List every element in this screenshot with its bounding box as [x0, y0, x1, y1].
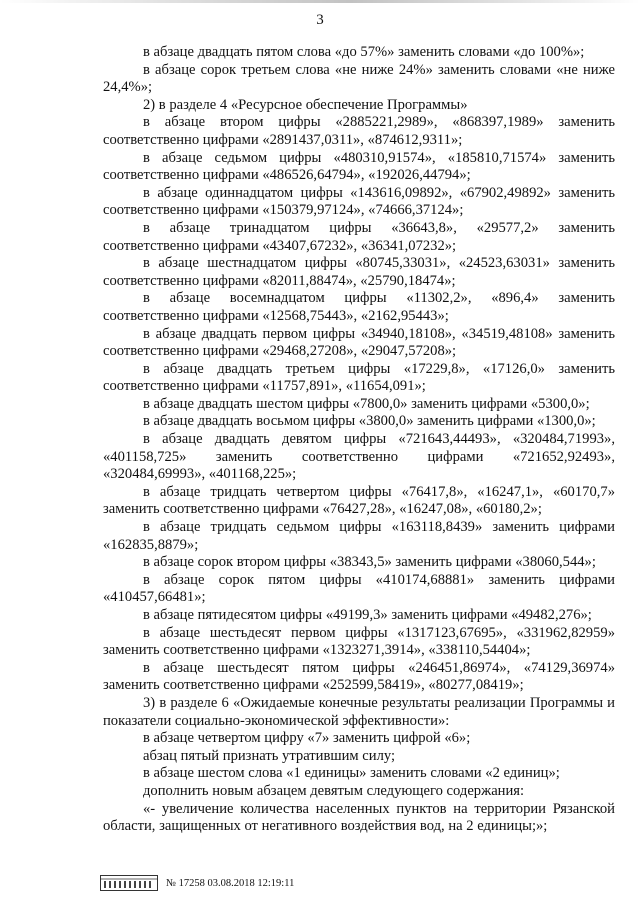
scan-top-edge: [0, 0, 640, 3]
paragraph: в абзаце шестом слова «1 единицы» заменить словами «2 единиц»;: [143, 765, 560, 782]
paragraph: в абзаце сорок третьем слова «не ниже 24%» заменить словами «не ниже 24,4%»;: [103, 61, 615, 96]
registration-footer: [100, 872, 294, 894]
paragraph: абзац пятый признать утратившим силу;: [143, 747, 396, 764]
paragraph: в абзаце тринадцатом цифры «36643,8», «29577,2» заменить соответственно цифрами «43407,67232», «36341,07232»;: [103, 219, 615, 254]
paragraph: в абзаце шестьдесят пятом цифры «246451,86974», «74129,36974» заменить соответственно цифрами «252599,58419», «80277,08419»;: [103, 659, 615, 694]
paragraph: в абзаце шестьдесят первом цифры «1317123,67695», «331962,82959» заменить соответственно цифрами «1323271,3914», «338110,54404»;: [103, 624, 615, 659]
paragraph: в абзаце сорок пятом цифры «410174,68881» заменить цифрами «410457,66481»;: [103, 571, 615, 606]
paragraph: в абзаце двадцать первом цифры «34940,18108», «34519,48108» заменить соответственно цифрами «29468,27208», «29047,57208»;: [103, 325, 615, 360]
paragraph: в абзаце двадцать третьем цифры «17229,8», «17126,0» заменить соответственно цифрами «11757,891», «11654,091»;: [103, 360, 615, 395]
paragraph: в абзаце одиннадцатом цифры «143616,09892», «67902,49892» заменить соответственно цифрами «150379,97124», «74666,37124»;: [103, 184, 615, 219]
section-heading: 2) в разделе 4 «Ресурсное обеспечение Программы»: [143, 96, 468, 113]
paragraph: дополнить новым абзацем девятым следующего содержания:: [143, 782, 525, 799]
page-number: 3: [316, 12, 324, 28]
paragraph: «- увеличение количества населенных пунктов на территории Рязанской области, защищенных от негативного воздействия вод, на 2 единицы;»;: [103, 800, 615, 835]
paragraph: в абзаце сорок втором цифры «38343,5» заменить цифрами «38060,544»;: [143, 554, 596, 571]
paragraph: в абзаце восемнадцатом цифры «11302,2», «896,4» заменить соответственно цифрами «12568,75443», «2162,95443»;: [103, 290, 615, 324]
paragraph: в абзаце двадцать шестом цифры «7800,0» заменить цифрами «5300,0»;: [143, 395, 590, 412]
paragraph: в абзаце шестнадцатом цифры «80745,33031», «24523,63031» заменить соответственно цифрами «82011,88474», «25790,18474»;: [103, 255, 615, 289]
section-heading: 3) в разделе 6 «Ожидаемые конечные результаты реализации Программы и показатели социально-экономической эффективности»:: [103, 694, 615, 729]
paragraph: в абзаце двадцать пятом слова «до 57%» заменить словами «до 100%»;: [143, 44, 585, 60]
paragraph: в абзаце тридцать четвертом цифры «76417,8», «16247,1», «60170,7» заменить соответственно цифрами «76427,28», «16247,08», «60180,2»;: [103, 483, 615, 518]
document-body: [103, 44, 615, 836]
paragraph: в абзаце двадцать девятом цифры «721643,44493», «320484,71993», «401158,725» заменить соответственно цифрами «721652,92493», «320484,69993», «401168,225»;: [103, 431, 615, 483]
paragraph: в абзаце тридцать седьмом цифры «163118,8439» заменить цифрами «162835,8879»;: [103, 519, 615, 553]
registry-logo-icon: [100, 875, 158, 891]
paragraph: в абзаце четвертом цифру «7» заменить цифрой «6»;: [143, 730, 471, 747]
paragraph: в абзаце двадцать восьмом цифры «3800,0» заменить цифрами «1300,0»;: [143, 413, 596, 430]
registration-info: № 17258 03.08.2018 12:19:11: [166, 877, 295, 889]
paragraph: в абзаце втором цифры «2885221,2989», «868397,1989» заменить соответственно цифрами «2891437,0311», «874612,9311»;: [103, 114, 615, 148]
paragraph: в абзаце пятидесятом цифры «49199,3» заменить цифрами «49482,276»;: [143, 607, 592, 623]
paragraph: в абзаце седьмом цифры «480310,91574», «185810,71574» заменить соответственно цифрами «486526,64794», «192026,44794»;: [103, 149, 615, 184]
